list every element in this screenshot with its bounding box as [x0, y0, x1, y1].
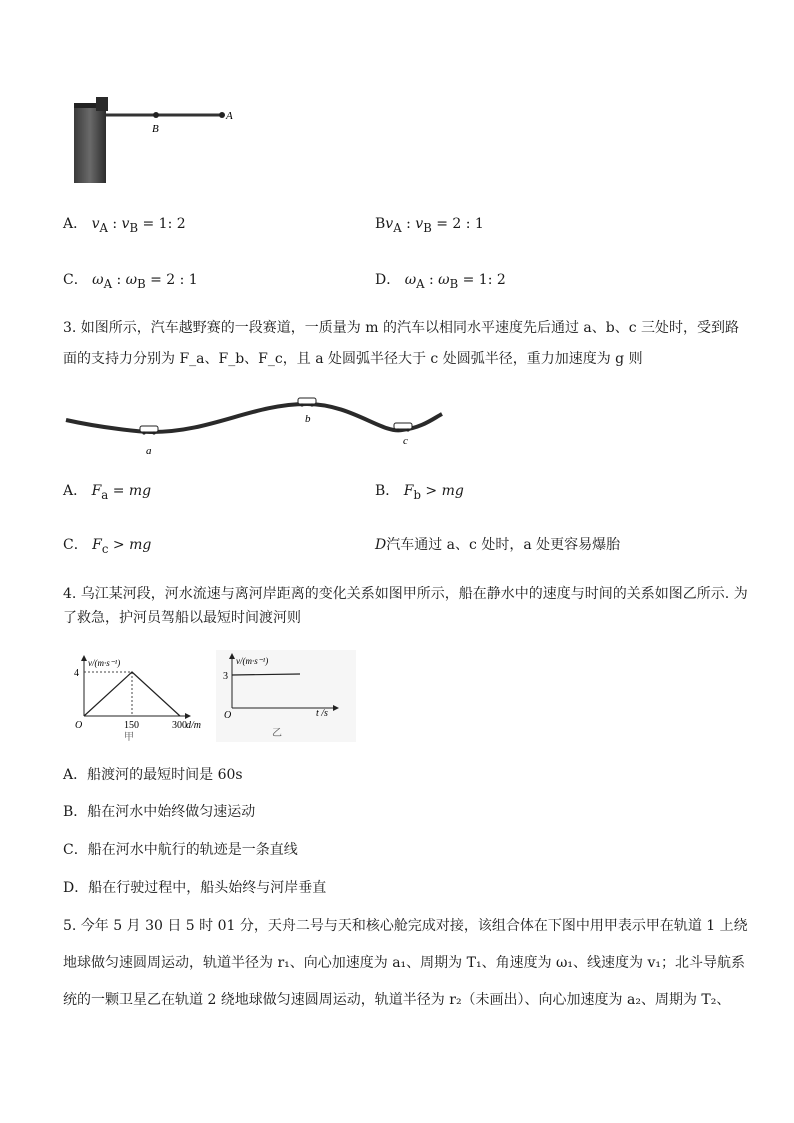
q4-option-d: D．船在行驶过程中，船头始终与河岸垂直 — [63, 880, 327, 896]
origin-label: O — [224, 710, 232, 721]
q2-option-b: $Bv_A$ : $v_B = 2$ : 1 — [375, 216, 484, 235]
q4-option-b: B．船在河水中始终做匀速运动 — [63, 804, 256, 820]
q2-option-d: D． $\omega_A$ : $\omega_B = 1$: 2 — [375, 272, 506, 291]
q2-option-a: A． $v_A$ : $v_B = 1$: 2 — [63, 216, 186, 235]
q3-stem-line2: 面的支持力分别为 F_a、F_b、F_c，且 a 处圆弧半径大于 c 处圆弧半径，重力加速度为 g 则 — [63, 351, 643, 367]
label-b: B — [152, 123, 159, 135]
y-tick-label: 3 — [223, 671, 228, 682]
x-axis-label: t /s — [316, 708, 328, 719]
chart-title: 甲 — [124, 732, 134, 742]
q3-option-d: D汽车通过 a、c 处时，a 处更容易爆胎 — [375, 537, 621, 553]
q3-stem-line1: 3. 如图所示，汽车越野赛的一段赛道，一质量为 m 的汽车以相同水平速度先后通过 a、b、c 三处时，受到路 — [63, 320, 740, 336]
label-a: a — [146, 445, 152, 457]
x-axis-label: d/m — [186, 720, 201, 731]
q4-stem-line2: 了救急，护河员驾船以最短时间渡河则 — [63, 610, 301, 626]
q5-stem-line3: 统的一颗卫星乙在轨道 2 绕地球做匀速圆周运动，轨道半径为 r₂（未画出）、向心加速度为 a₂、周期为 T₂、 — [63, 992, 731, 1008]
q3-option-b: B． $F_b$ > mg — [375, 483, 464, 502]
chart-title: 乙 — [272, 728, 282, 739]
chart-yi — [216, 650, 356, 742]
label-b: b — [305, 413, 311, 425]
y-axis-label: v/(m·s⁻¹) — [236, 656, 269, 666]
point-a-marker — [219, 112, 225, 118]
origin-label: O — [75, 720, 83, 731]
chart-jia — [62, 650, 222, 742]
track-path — [66, 404, 442, 432]
q5-stem-line1: 5. 今年 5 月 30 日 5 时 01 分，天舟二号与天和核心舱完成对接，该组合体在下图中用甲表示甲在轨道 1 上绕 — [63, 918, 748, 934]
q5-stem-line2: 地球做匀速圆周运动，轨道半径为 r₁、向心加速度为 a₁、周期为 T₁、角速度为 ω₁、线速度为 v₁；北斗导航系 — [63, 955, 746, 971]
q4-option-a: A．船渡河的最短时间是 60s — [63, 767, 243, 783]
q4-option-c: C．船在河水中航行的轨迹是一条直线 — [63, 842, 298, 858]
track-figure — [62, 392, 448, 460]
barrier-gate-figure — [66, 95, 246, 187]
y-axis-label: v/(m·s⁻¹) — [88, 658, 121, 668]
q3-option-a: A． $F_a$ = mg — [63, 483, 152, 502]
gate-post — [74, 103, 106, 183]
label-a: A — [226, 110, 233, 122]
x-tick-label: 300 — [172, 720, 187, 731]
label-c: c — [403, 435, 408, 447]
x-tick-label: 150 — [124, 720, 139, 731]
q3-option-c: C． $F_c$ > mg — [63, 537, 152, 556]
q2-option-c: C． $\omega_A$ : $\omega_B = 2$ : 1 — [63, 272, 198, 291]
q4-stem-line1: 4. 乌江某河段，河水流速与离河岸距离的变化关系如图甲所示，船在静水中的速度与时间的关系如图乙所示. 为 — [63, 586, 748, 602]
point-b-marker — [153, 112, 159, 118]
y-tick-label: 4 — [74, 668, 79, 679]
